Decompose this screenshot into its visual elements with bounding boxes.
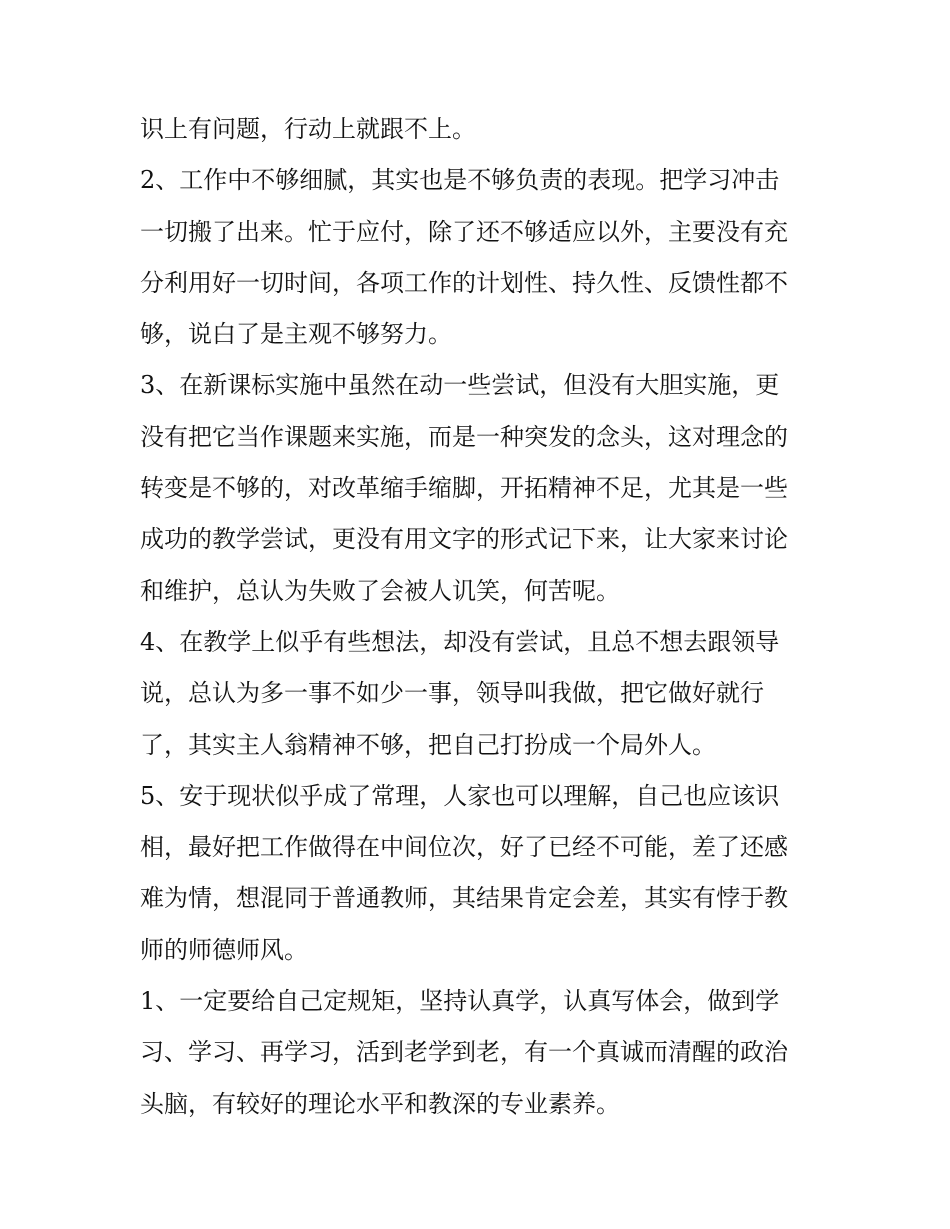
text-line: 相，最好把工作做得在中间位次，好了已经不可能，差了还感 (140, 833, 788, 862)
text-line: 成功的教学尝试，更没有用文字的形式记下来，让大家来讨论 (140, 525, 788, 554)
document-body (140, 104, 820, 1130)
text-line: 一切搬了出来。忙于应付，除了还不够适应以外，主要没有充 (140, 217, 788, 246)
text-line: 没有把它当作课题来实施，而是一种突发的念头，这对理念的 (140, 422, 788, 451)
text-line: 师的师德师风。 (140, 935, 308, 964)
text-line: 分利用好一切时间，各项工作的计划性、持久性、反馈性都不 (140, 268, 788, 297)
text-line: 头脑，有较好的理论水平和教深的专业素养。 (140, 1089, 620, 1118)
text-line: 习、学习、再学习，活到老学到老，有一个真诚而清醒的政治 (140, 1038, 788, 1067)
text-line: 难为情，想混同于普通教师，其结果肯定会差，其实有悖于教 (140, 884, 788, 913)
text-line: 5、安于现状似乎成了常理，人家也可以理解，自己也应该识 (140, 781, 780, 810)
text-line: 2、工作中不够细腻，其实也是不够负责的表现。把学习冲击 (140, 166, 780, 195)
text-line: 识上有问题，行动上就跟不上。 (140, 115, 476, 143)
text-line: 4、在教学上似乎有些想法，却没有尝试，且总不想去跟领导 (140, 627, 780, 656)
text-line: 说，总认为多一事不如少一事，领导叫我做，把它做好就行 (140, 679, 764, 708)
text-line: 够，说白了是主观不够努力。 (140, 320, 452, 349)
text-line: 1、一定要给自己定规矩，坚持认真学，认真写体会，做到学 (140, 987, 780, 1016)
text-line: 3、在新课标实施中虽然在动一些尝试，但没有大胆实施，更 (140, 371, 780, 400)
text-line: 和维护，总认为失败了会被人讥笑，何苦呢。 (140, 576, 620, 605)
text-line: 了，其实主人翁精神不够，把自己打扮成一个局外人。 (140, 730, 716, 759)
text-line: 转变是不够的，对改革缩手缩脚，开拓精神不足，尤其是一些 (140, 474, 788, 503)
